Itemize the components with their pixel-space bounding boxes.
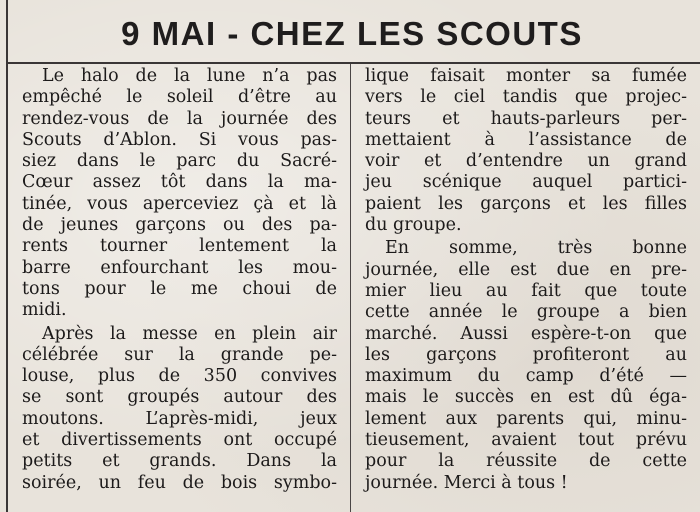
article-column-left	[22, 66, 337, 494]
text-line: de jeunes garçons ou des pa-	[22, 215, 337, 236]
text-line: siez dans le parc du Sacré-	[22, 151, 337, 172]
text-line: moutons. L’après-midi, jeux	[22, 408, 337, 429]
text-line: mier lieu au fait que toute	[365, 280, 687, 301]
text-line: pour la réussite de cette	[365, 451, 687, 472]
text-line: rents tourner lentement la	[22, 236, 337, 257]
text-line: cette année le groupe a bien	[365, 302, 687, 323]
text-line: marché. Aussi espère-t-on que	[365, 323, 687, 344]
left-border-rule	[6, 0, 8, 512]
text-line: barre enfourchant les mou-	[22, 257, 337, 278]
text-line: se sont groupés autour des	[22, 387, 337, 408]
text-line: petits et grands. Dans la	[22, 451, 337, 472]
text-line: Scouts d’Ablon. Si vous pas-	[22, 129, 337, 150]
text-line: tons pour le me choui de	[22, 278, 337, 299]
text-line: midi.	[22, 300, 67, 321]
text-line: voir et d’entendre un grand	[365, 151, 687, 172]
text-line: tieusement, avaient tout prévu	[365, 430, 687, 451]
text-line: vers le ciel tandis que projec-	[365, 87, 687, 108]
text-line: paient les garçons et les filles	[365, 193, 687, 214]
column-divider	[350, 64, 351, 512]
text-line: maximum du camp d’été —	[365, 366, 687, 387]
text-line: mais le succès en est dû éga-	[365, 387, 687, 408]
text-line: Cœur assez tôt dans la ma-	[22, 172, 337, 193]
text-line: du groupe.	[365, 215, 462, 236]
text-line: mettaient à l’assistance de	[365, 129, 687, 150]
text-line: jeu scénique auquel partici-	[365, 172, 687, 193]
text-line: et divertissements ont occupé	[22, 430, 337, 451]
text-line: Le halo de la lune n’a pas	[42, 66, 337, 86]
text-line: teurs et hauts-parleurs per-	[365, 108, 687, 129]
text-line: empêché le soleil d’être au	[22, 87, 337, 108]
headline-divider	[8, 62, 700, 64]
text-line: louse, plus de 350 convives	[22, 366, 337, 387]
text-line: journée. Merci à tous !	[365, 472, 568, 493]
text-line: Après la messe en plein air	[42, 323, 337, 344]
text-line: célébrée sur la grande pe-	[22, 344, 337, 365]
text-line: soirée, un feu de bois symbo-	[22, 472, 337, 493]
text-line: lement aux parents qui, minu-	[365, 408, 687, 429]
text-line: En somme, très bonne	[385, 238, 687, 259]
article-headline: 9 MAI - CHEZ LES SCOUTS	[121, 15, 583, 52]
text-line: tinée, vous aperceviez çà et là	[22, 193, 337, 214]
text-line: journée, elle est due en pre-	[365, 259, 687, 280]
text-line: les garçons profiteront au	[365, 344, 687, 365]
article-column-right	[365, 66, 687, 494]
text-line: rendez-vous de la journée des	[22, 108, 337, 129]
text-line: lique faisait monter sa fumée	[365, 66, 687, 86]
